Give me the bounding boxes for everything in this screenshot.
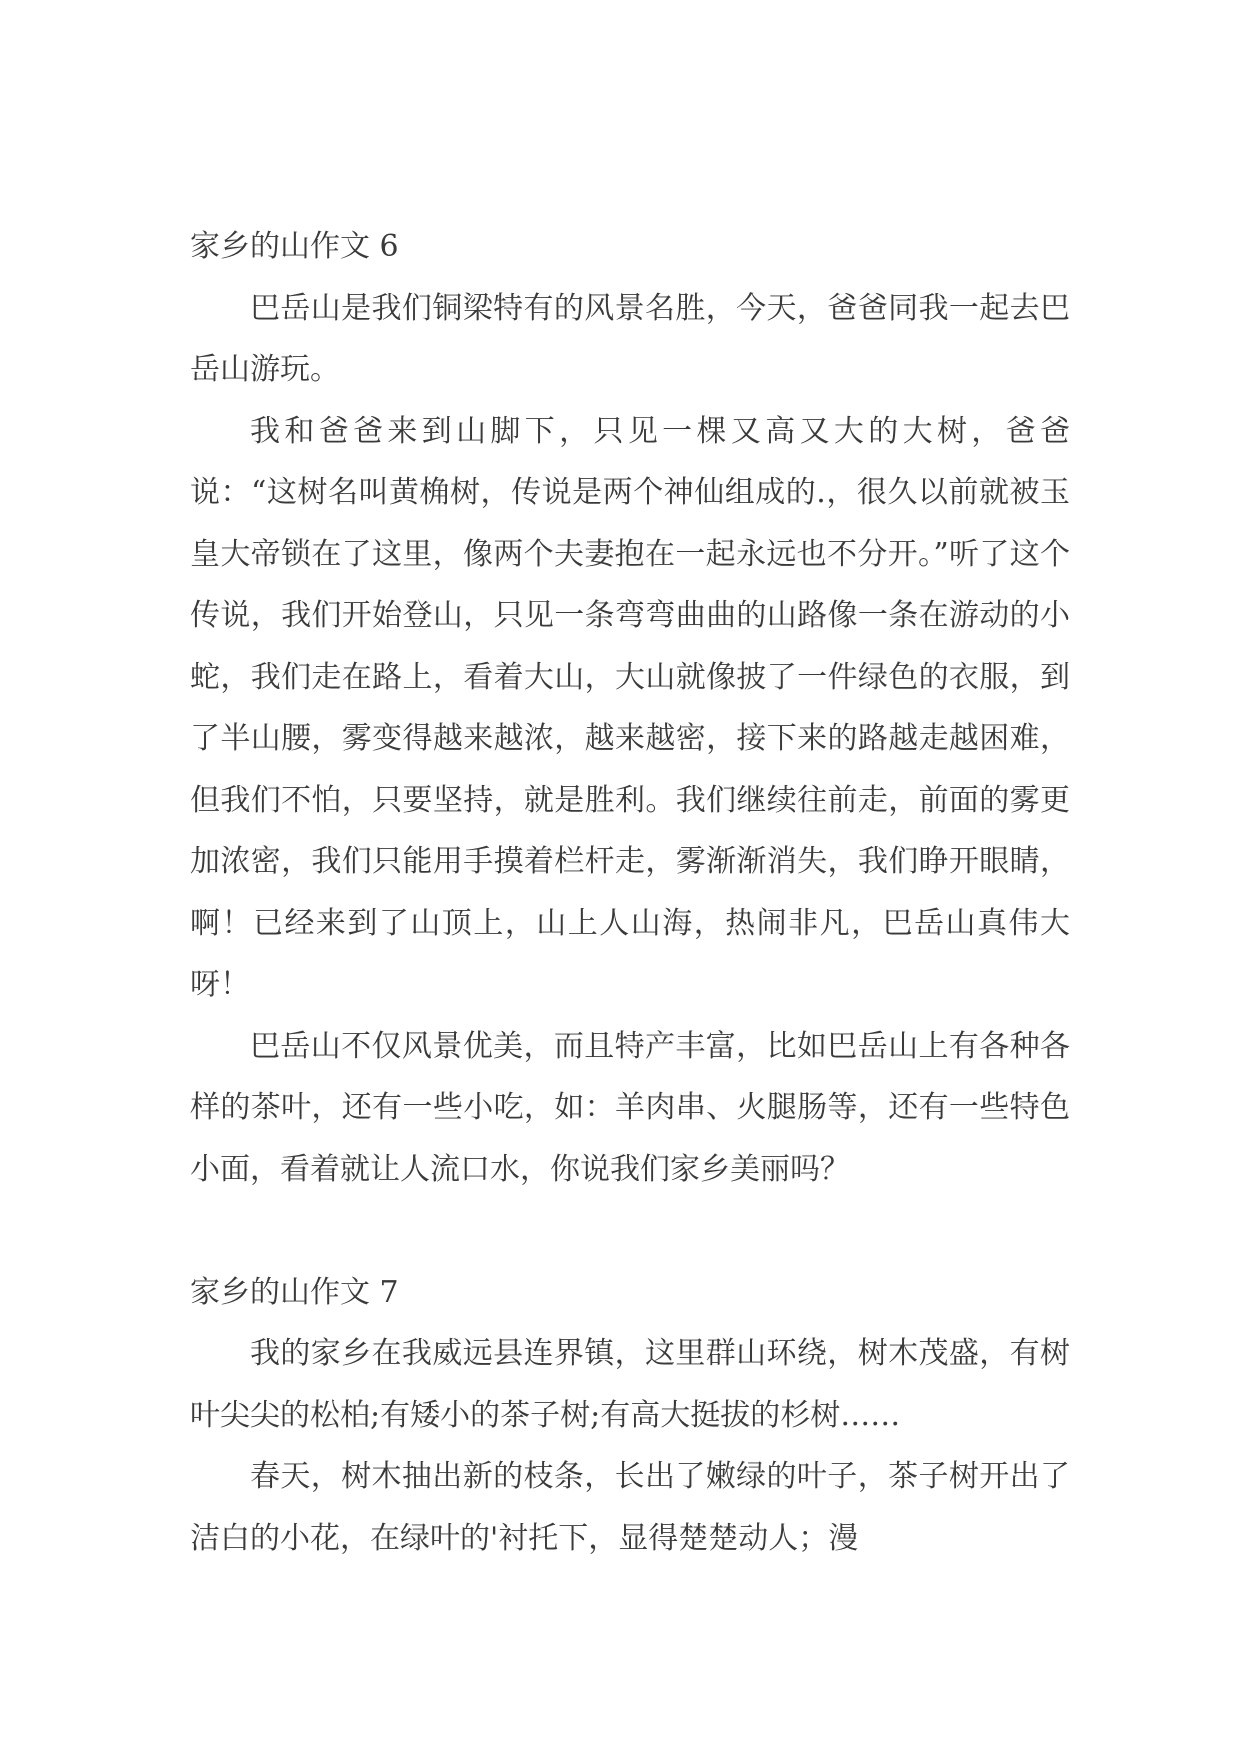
essay-section-6: [190, 216, 1070, 1200]
paragraph: 我和爸爸来到山脚下，只见一棵又高又大的大树，爸爸说：“这树名叫黄桷树，传说是两个神仙组成的.，很久以前就被玉皇大帝锁在了这里，像两个夫妻抱在一起永远也不分开。”听了这个传说，我们开始登山，只见一条弯弯曲曲的山路像一条在游动的小蛇，我们走在路上，看着大山，大山就像披了一件绿色的衣服，到了半山腰，雾变得越来越浓，越来越密，接下来的路越走越困难，但我们不怕，只要坚持，就是胜利。我们继续往前走，前面的雾更加浓密，我们只能用手摸着栏杆走，雾渐渐消失，我们睁开眼睛，啊！已经来到了山顶上，山上人山海，热闹非凡，巴岳山真伟大呀！: [190, 413, 1070, 1002]
paragraph: 春天，树木抽出新的枝条，长出了嫩绿的叶子，茶子树开出了洁白的小花，在绿叶的'衬托下，显得楚楚动人；漫: [190, 1459, 1070, 1556]
section-spacer: [190, 1200, 1070, 1262]
paragraph: 巴岳山是我们铜梁特有的风景名胜，今天，爸爸同我一起去巴岳山游玩。: [190, 290, 1070, 387]
paragraph: 我的家乡在我威远县连界镇，这里群山环绕，树木茂盛，有树叶尖尖的松柏;有矮小的茶子树;有高大挺拔的杉树……: [190, 1336, 1070, 1433]
section-heading: 家乡的山作文 6: [190, 229, 399, 264]
section-heading: 家乡的山作文 7: [190, 1274, 399, 1310]
paragraph: 巴岳山不仅风景优美，而且特产丰富，比如巴岳山上有各种各样的茶叶，还有一些小吃，如：羊肉串、火腿肠等，还有一些特色小面，看着就让人流口水，你说我们家乡美丽吗？: [190, 1028, 1070, 1187]
document-body: [190, 216, 1070, 1569]
essay-section-7: [190, 1262, 1070, 1570]
